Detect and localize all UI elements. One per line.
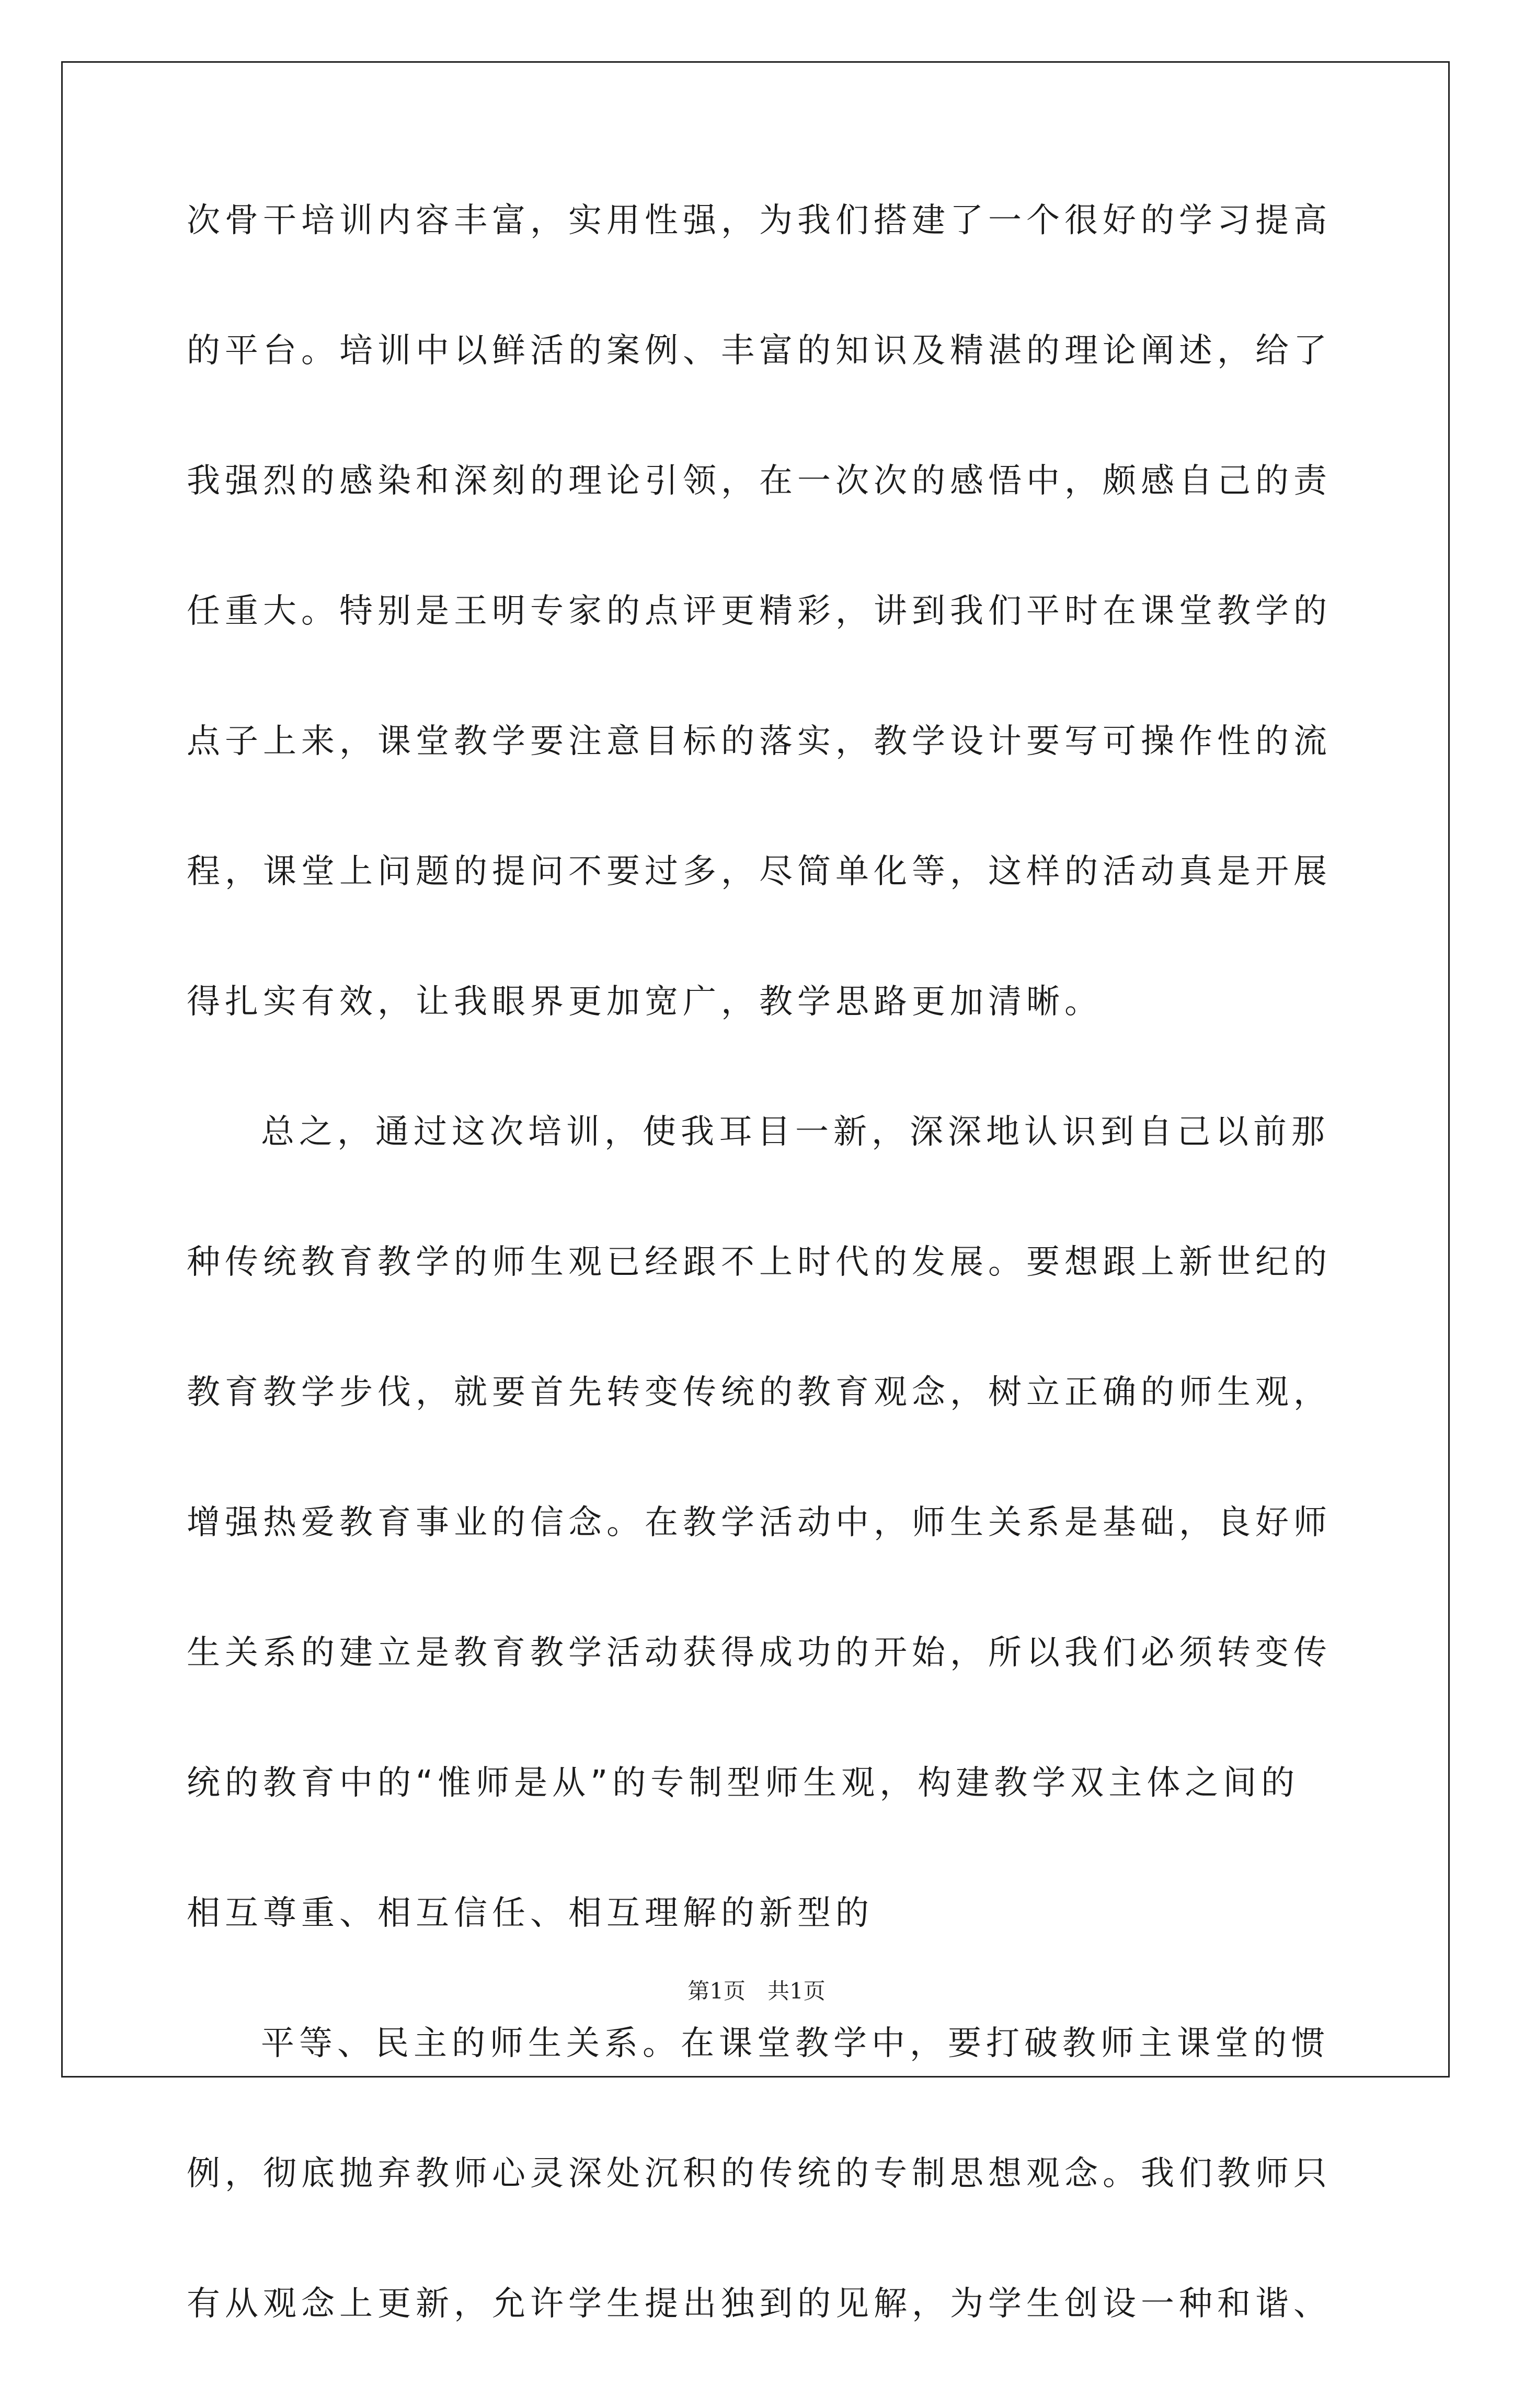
- text-line: 次骨干培训内容丰富，实用性强，为我们搭建了一个很好的学习提高: [187, 201, 1332, 240]
- text-line: 我强烈的感染和深刻的理论引领，在一次次的感悟中，颇感自己的责: [187, 462, 1332, 500]
- text-line: 点子上来，课堂教学要注意目标的落实，教学设计要写可操作性的流: [187, 722, 1332, 761]
- text-line: 例，彻底抛弃教师心灵深处沉积的传统的专制思想观念。我们教师只: [187, 2154, 1332, 2193]
- text-line: 教育教学步伐，就要首先转变传统的教育观念，树立正确的师生观，: [187, 1373, 1332, 1412]
- page-number-footer: 第1页 共1页: [687, 1978, 826, 2004]
- paragraph-first-line: 平等、民主的师生关系。在课堂教学中，要打破教师主课堂的惯: [261, 2024, 1329, 2063]
- text-line: 有从观念上更新，允许学生提出独到的见解，为学生创设一种和谐、: [187, 2285, 1332, 2323]
- text-line: 统的教育中的“惟师是从”的专制型师生观，构建教学双主体之间的: [187, 1764, 1300, 1802]
- text-line: 增强热爱教育事业的信念。在教学活动中，师生关系是基础，良好师: [187, 1503, 1332, 1542]
- text-line: 生关系的建立是教育教学活动获得成功的开始，所以我们必须转变传: [187, 1634, 1332, 1672]
- text-line: 种传统教育教学的师生观已经跟不上时代的发展。要想跟上新世纪的: [187, 1243, 1332, 1282]
- document-body: [187, 195, 1332, 2408]
- text-line: 任重大。特别是王明专家的点评更精彩，讲到我们平时在课堂教学的: [187, 592, 1332, 631]
- text-line: 程，课堂上问题的提问不要过多，尽简单化等，这样的活动真是开展: [187, 852, 1332, 891]
- text-line: 的平台。培训中以鲜活的案例、丰富的知识及精湛的理论阐述，给了: [187, 332, 1332, 370]
- paragraph-first-line: 总之，通过这次培训，使我耳目一新，深深地认识到自己以前那: [261, 1113, 1329, 1151]
- text-line: 得扎实有效，让我眼界更加宽广，教学思路更加清晰。: [187, 983, 1103, 1021]
- text-line: 相互尊重、相互信任、相互理解的新型的: [187, 1894, 874, 1933]
